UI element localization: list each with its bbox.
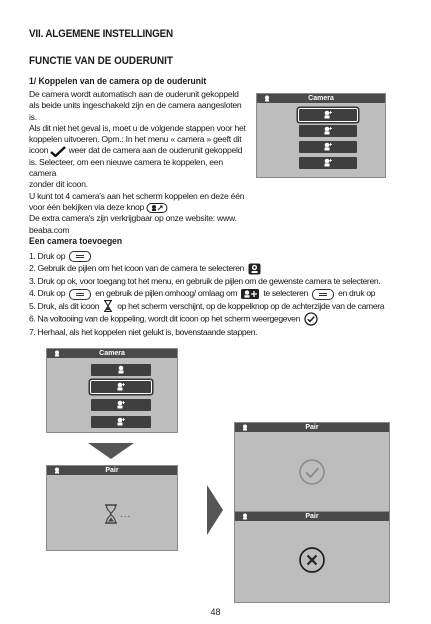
hourglass-icon <box>104 504 118 524</box>
pair-waiting-screen <box>46 465 178 551</box>
step-text: 4. Druk op <box>29 288 66 299</box>
camera-add-icon <box>323 110 333 120</box>
step-text: 2. Gebruik de pijlen om het icoon van de camera te selecteren <box>29 263 245 274</box>
para-line-with-icon <box>29 202 251 213</box>
para-line: beaba.com <box>29 224 70 235</box>
para-line: De extra camera's zijn verkrijgbaar op onze website: www. <box>29 213 237 224</box>
section-title: VII. ALGEMENE INSTELLINGEN <box>29 28 174 40</box>
camera-row-1[interactable] <box>91 364 151 376</box>
step-3 <box>29 275 409 287</box>
camera-add-icon <box>323 142 333 152</box>
screen-title: Pair <box>305 424 319 431</box>
right-arrow-icon <box>207 485 223 535</box>
step-text: 6. Na voltooiing van de koppeling, wordt dit icoon op het scherm weergegeven <box>29 313 301 324</box>
pair-success-screen <box>234 422 390 515</box>
screen-title-bar <box>235 512 389 521</box>
para-line: als beide units ingeschakeld zijn en de camera aangesloten is. <box>29 100 242 122</box>
camera-add-icon <box>323 158 333 168</box>
camera-add-icon <box>116 400 126 410</box>
camera-add-icon <box>323 126 333 136</box>
para-line: zonder dit icoon. <box>29 179 88 190</box>
pairing-paragraph <box>29 89 251 236</box>
camera-row-3[interactable] <box>299 141 357 153</box>
screen-title: Pair <box>305 513 319 520</box>
screen-title-bar <box>257 94 385 103</box>
camera-menu-screen-bottom <box>46 348 178 433</box>
camera-icon <box>241 424 249 431</box>
camera-icon <box>263 95 271 102</box>
camera-row-4[interactable] <box>91 416 151 428</box>
menu-button-icon <box>69 251 91 262</box>
step-text: en gebruik de pijlen omhoog/ omlaag om <box>95 288 238 299</box>
camera-add-icon <box>116 417 126 427</box>
camera-add-icon <box>241 289 259 299</box>
camera-row-4[interactable] <box>299 157 357 169</box>
screen-title-bar <box>47 466 177 475</box>
camera-icon <box>53 350 61 357</box>
page-number: 48 <box>210 607 221 617</box>
step-text: 7. Herhaal, als het koppelen niet gelukt is, bovenstaande stappen. <box>29 327 258 338</box>
waiting-dots: ... <box>120 509 132 520</box>
camera-icon <box>53 467 61 474</box>
camera-row-2[interactable] <box>91 381 151 393</box>
para-line: U kunt tot 4 camera's aan het scherm koppelen en deze één <box>29 190 245 201</box>
check-circle-icon <box>298 458 326 486</box>
camera-add-icon <box>116 382 126 392</box>
para-line: koppelen uitvoeren. Opm.: In het menu « camera » geeft dit <box>29 134 242 145</box>
close-circle-icon <box>298 546 326 574</box>
step-text: 3. Druk op ok, voor toegang tot het menu, en gebruik de pijlen om de gewenste camera te selecteren. <box>29 276 381 287</box>
step-text: 5. Druk, als dit icoon <box>29 300 100 311</box>
step-4 <box>29 287 409 299</box>
para-line-with-icon <box>29 145 251 156</box>
camera-row-1[interactable] <box>299 109 357 121</box>
step-text: op het scherm verschijnt, op de koppelknop op de achterzijde van de camera <box>117 300 385 311</box>
step-7 <box>29 326 409 338</box>
step-6 <box>29 312 409 326</box>
camera-icon <box>116 365 126 375</box>
camera-menu-screen-top <box>256 93 386 178</box>
menu-button-icon <box>69 289 91 300</box>
subsection-title-add-camera: Een camera toevoegen <box>29 236 123 247</box>
checkmark-icon <box>50 146 66 157</box>
camera-row-3[interactable] <box>91 399 151 411</box>
screen-title: Camera <box>308 95 334 102</box>
camera-icon <box>241 513 249 520</box>
step-1 <box>29 250 409 262</box>
screen-title: Pair <box>105 467 119 474</box>
para-line: Als dit niet het geval is, moet u de volgende stappen voor het <box>29 122 246 133</box>
camera-switch-button-icon <box>146 203 168 213</box>
para-line: weer dat de camera aan de ouderunit gekoppeld <box>68 145 243 156</box>
para-line: voor één bekijken via deze knop <box>29 201 145 212</box>
subsection-title-pairing: 1/ Koppelen van de camera op de ouderunit <box>29 76 207 87</box>
hourglass-icon <box>103 300 113 312</box>
camera-icon <box>248 263 261 275</box>
down-arrow-icon <box>88 443 134 459</box>
check-circle-icon <box>304 312 318 326</box>
steps-list <box>29 250 409 339</box>
step-text: 1. Druk op <box>29 251 66 261</box>
pair-failure-screen <box>234 511 390 603</box>
step-text: en druk op <box>338 288 376 299</box>
ok-button-icon <box>312 289 334 300</box>
step-2 <box>29 262 409 275</box>
step-text: te selecteren <box>263 288 308 299</box>
step-5 <box>29 300 409 313</box>
para-line: is. Selecteer, om een nieuwe camera te koppelen, een camera <box>29 156 223 179</box>
screen-title-bar <box>47 349 177 358</box>
screen-title: Camera <box>99 350 125 357</box>
screen-title-bar <box>235 423 389 432</box>
para-icon-prefix: icoon <box>29 145 49 156</box>
camera-row-2[interactable] <box>299 125 357 137</box>
function-title: FUNCTIE VAN DE OUDERUNIT <box>29 55 173 67</box>
para-line: De camera wordt automatisch aan de ouderunit gekoppeld <box>29 89 239 99</box>
